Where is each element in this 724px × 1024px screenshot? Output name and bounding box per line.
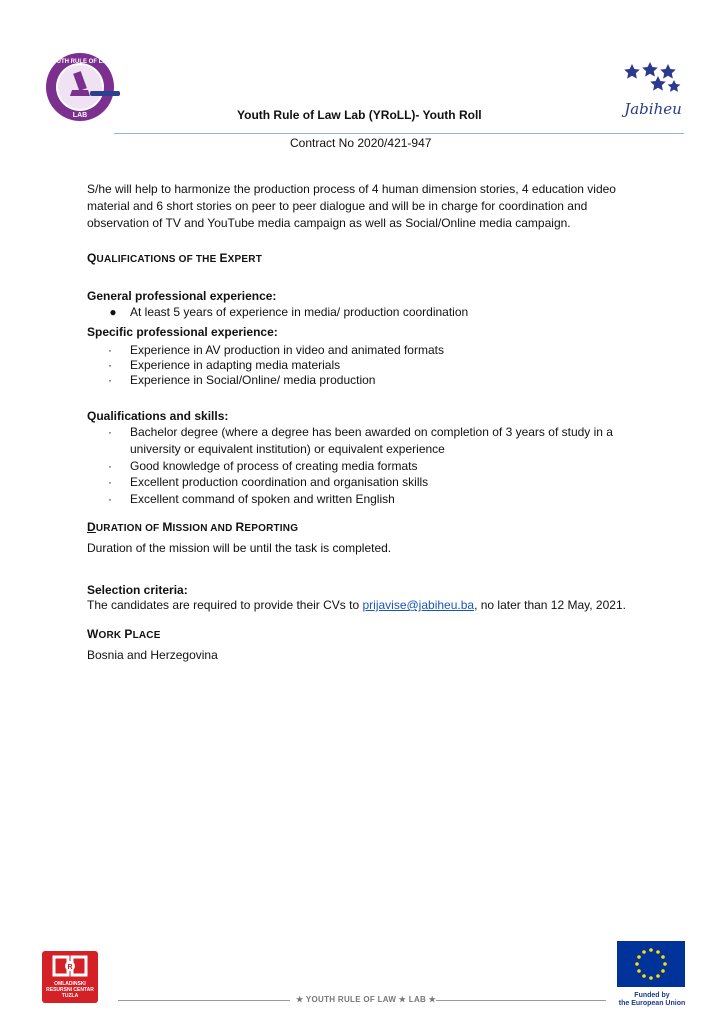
jabiheu-logo	[620, 62, 686, 122]
intro-paragraph	[87, 181, 638, 232]
heading-initial: M	[162, 520, 173, 534]
header-rule	[114, 133, 684, 134]
bullet-dot: ·	[108, 373, 112, 387]
bullet-dot: ·	[108, 343, 112, 357]
orc-tuzla-logo	[42, 951, 98, 1003]
list-item-text: Experience in AV production in video and animated formats	[130, 343, 444, 357]
selection-title: Selection criteria:	[87, 583, 188, 597]
heading-rest: UALIFICATIONS OF THE	[96, 254, 220, 265]
svg-text:R: R	[67, 964, 73, 971]
general-experience-title: General professional experience:	[87, 289, 277, 303]
workplace-heading	[87, 627, 161, 641]
heading-initial: D	[87, 520, 96, 534]
eu-flag	[617, 941, 685, 987]
bullet-dot: ·	[108, 358, 112, 372]
intro-line-3: observation of TV and YouTube media campaign as well as Social/Online media campaign.	[87, 216, 571, 230]
bullet-dot: ●	[109, 305, 117, 319]
bullet-dot: ·	[108, 475, 112, 489]
intro-line-1: S/he will help to harmonize the production process of 4 human dimension stories, 4 education video	[87, 182, 616, 196]
eu-funding-text	[612, 992, 692, 1008]
workplace-text: Bosnia and Herzegovina	[87, 648, 218, 662]
email-link[interactable]: prijavise@jabiheu.ba	[362, 598, 475, 612]
heading-initial: Q	[87, 251, 97, 265]
list-item-text: Bachelor degree (where a degree has been awarded on completion of 3 years of study in a	[130, 425, 613, 439]
bullet-dot: ·	[108, 459, 112, 473]
heading-rest: LACE	[132, 630, 161, 641]
list-item-text: Good knowledge of process of creating media formats	[130, 459, 418, 473]
youth-rule-of-law-logo	[44, 50, 124, 124]
orc-logo-line: OMLADINSKI	[54, 981, 86, 987]
eu-text-line: the European Union	[618, 1000, 686, 1007]
specific-experience-title: Specific professional experience:	[87, 325, 278, 339]
orc-logo-line: RESURSNI CENTAR	[46, 987, 94, 993]
heading-rest: EPORTING	[244, 523, 299, 534]
heading-rest: ORK	[98, 630, 125, 641]
list-item-text: Excellent production coordination and organisation skills	[130, 475, 429, 489]
contract-number: Contract No 2020/421-947	[290, 136, 432, 150]
heading-rest: ISSION AND	[172, 523, 236, 534]
svg-text:Jabiheu: Jabiheu	[624, 100, 682, 118]
heading-initial: W	[87, 627, 99, 641]
list-item-text: At least 5 years of experience in media/ production coordination	[130, 305, 469, 319]
heading-initial: R	[235, 520, 245, 534]
footer-center-text: ★ YOUTH RULE OF LAW ★ LAB ★	[296, 995, 437, 1004]
svg-text:YOUTH RULE OF LAW: YOUTH RULE OF LAW	[48, 59, 112, 65]
list-item-text: Excellent command of spoken and written English	[130, 492, 395, 506]
selection-text-after: , no later than 12 May, 2021.	[474, 598, 626, 612]
qualifications-heading	[87, 251, 262, 265]
bullet-dot: ·	[108, 425, 112, 439]
duration-text: Duration of the mission will be until the task is completed.	[87, 541, 392, 555]
bullet-dot: ·	[108, 492, 112, 506]
document-title: Youth Rule of Law Lab (YRoLL)- Youth Roll	[237, 108, 482, 122]
selection-text-before: The candidates are required to provide their CVs to	[87, 598, 363, 612]
list-item-text: Experience in Social/Online/ media production	[130, 373, 376, 387]
intro-line-2: material and 6 short stories on peer to peer dialogue and will be in charge for coordination and	[87, 199, 588, 213]
eu-text-line: Funded by	[634, 992, 670, 999]
duration-heading	[87, 520, 298, 534]
heading-initial: E	[219, 251, 228, 265]
list-item-text: Experience in adapting media materials	[130, 358, 341, 372]
footer-rule-right	[436, 1000, 606, 1001]
skills-title: Qualifications and skills:	[87, 409, 229, 423]
svg-text:LAB: LAB	[72, 112, 88, 119]
list-item-text: university or equivalent institution) or equivalent experience	[130, 442, 445, 456]
orc-logo-line: TUZLA	[61, 993, 79, 999]
heading-initial: P	[124, 627, 133, 641]
footer-rule-left	[118, 1000, 290, 1001]
selection-text	[87, 597, 626, 614]
heading-rest: XPERT	[227, 254, 263, 265]
heading-rest: URATION OF	[95, 523, 163, 534]
